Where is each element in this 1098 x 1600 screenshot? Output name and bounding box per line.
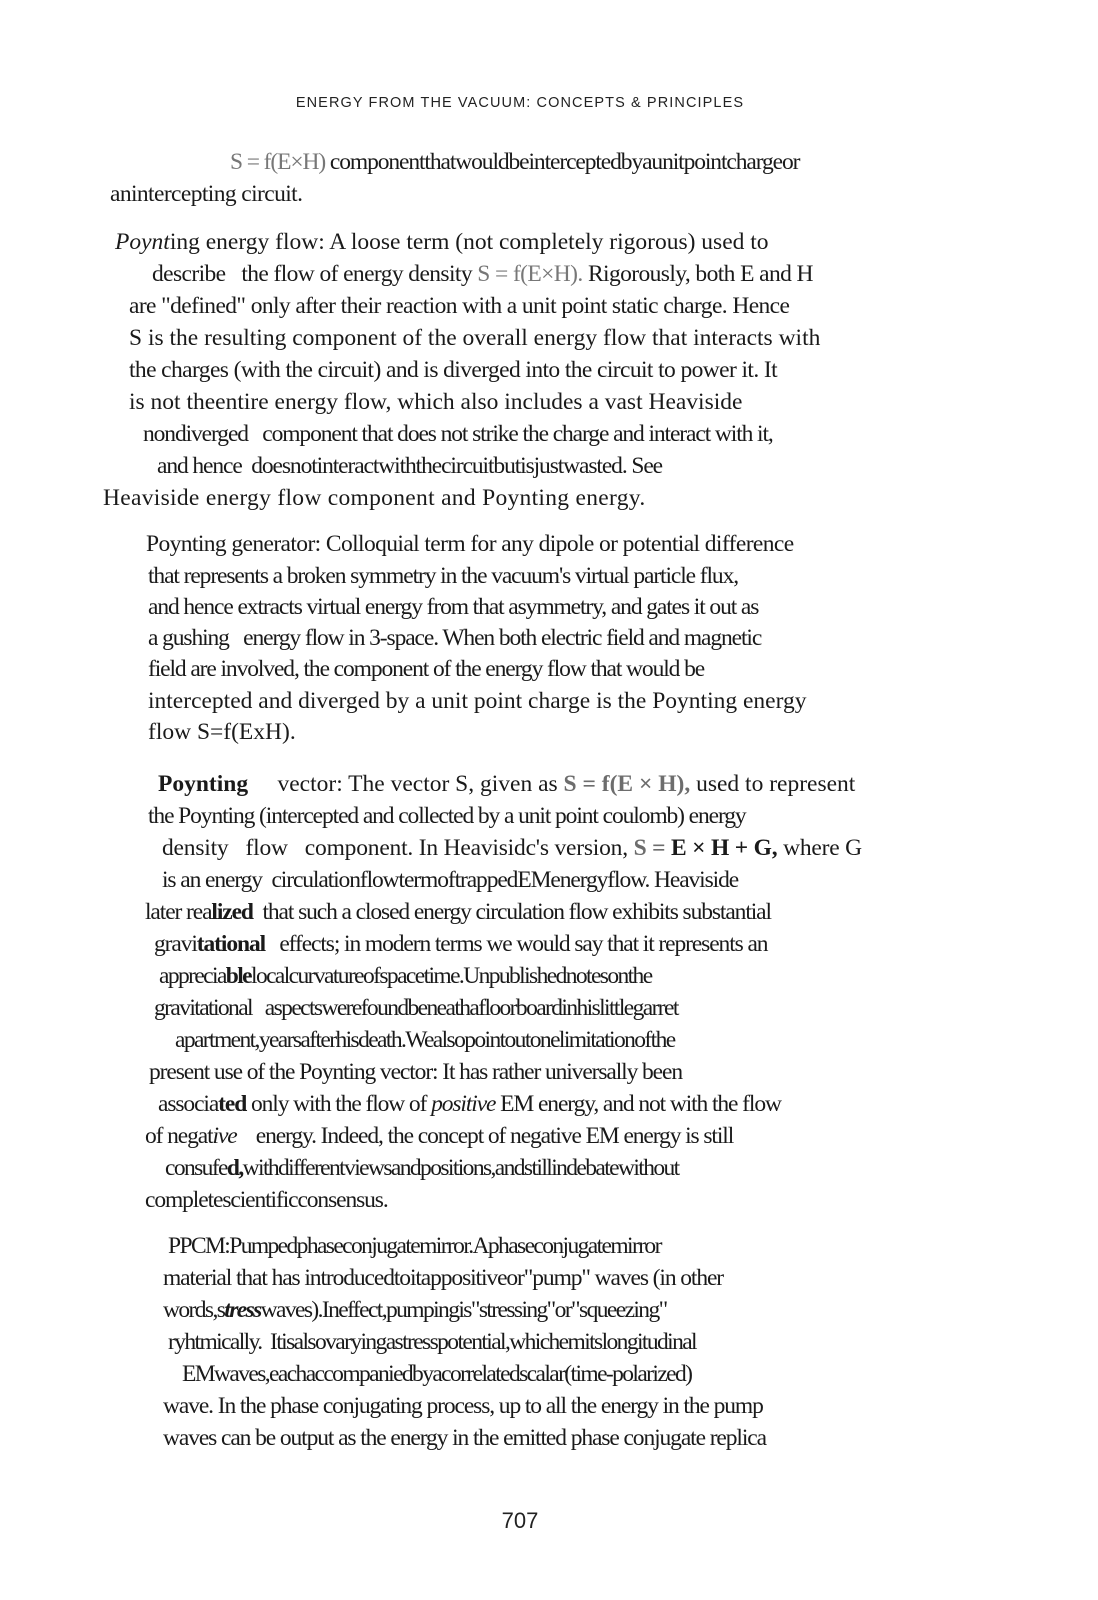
running-header: ENERGY FROM THE VACUUM: CONCEPTS & PRINCIPLES — [295, 95, 745, 111]
pef-line-2: describe the flow of energy density S = f(E×H). Rigorously, both E and H — [152, 261, 813, 287]
ppcm-line-4: ryhtmically. Itisalsovaryingastresspotential,whichemitslongitudinal — [168, 1329, 696, 1355]
pef-line-7: nondiverged component that does not strike the charge and interact with it, — [143, 421, 773, 447]
pg-line-5: field are involved, the component of the energy flow that would be — [148, 656, 705, 682]
pef-line-9: Heaviside energy flow component and Poynting energy. — [103, 485, 646, 511]
pv-line-10: present use of the Poynting vector: It has rather universally been — [149, 1059, 682, 1085]
pef-term: Poynt — [115, 229, 170, 255]
pg-line-2: that represents a broken symmetry in the vacuum's virtual particle flux, — [148, 563, 739, 589]
pv-line-3: density flow component. In Heavisidc's version, S = E × H + G, where G — [162, 835, 862, 861]
top-line-1 — [230, 147, 799, 177]
ppcm-line-6: wave. In the phase conjugating process, up to all the energy in the pump — [163, 1393, 763, 1419]
ppcm-line-1: PPCM:Pumpedphaseconjugatemirror.Aphaseconjugatemirror — [168, 1233, 661, 1259]
ppcm-line-3: words,stresswaves).Ineffect,pumpingis"stressing"or"squeezing" — [163, 1297, 667, 1323]
pv-line-14: completescientificconsensus. — [145, 1187, 388, 1213]
pv-line-8: gravitational aspectswerefoundbeneathafloorboardinhislittlegarret — [154, 995, 678, 1021]
page-number: 707 — [501, 1508, 539, 1533]
pv-line-6: gravitational effects; in modern terms we would say that it represents an — [154, 931, 768, 957]
pef-line-8: and hence doesnotinteractwiththecircuitbutisjustwasted. See — [157, 453, 663, 479]
pv-line-12: of negative energy. Indeed, the concept of negative EM energy is still — [145, 1123, 734, 1149]
pg-line-7: flow S=f(ExH). — [148, 719, 296, 745]
top-line-2: anintercepting circuit. — [110, 181, 303, 207]
pv-line-4: is an energy circulationflowtermoftrappedEMenergyflow. Heaviside — [162, 867, 739, 893]
pg-line-1: Poynting generator: Colloquial term for any dipole or potential difference — [146, 531, 794, 557]
pv-line-9: apartment,yearsafterhisdeath.Wealsopointoutonelimitationofthe — [175, 1027, 675, 1053]
pef-math: S = f(E×H). — [477, 261, 583, 287]
pv-line-11: associated only with the flow of positive EM energy, and not with the flow — [158, 1091, 781, 1117]
pef-line-6: is not theentire energy flow, which also includes a vast Heaviside — [129, 389, 743, 415]
pv-line-5: later realized that such a closed energy circulation flow exhibits substantial — [145, 899, 771, 925]
pv-line-13: consufed,withdifferentviewsandpositions,andstillindebatewithout — [165, 1155, 679, 1181]
pg-line-4: a gushing energy flow in 3-space. When both electric field and magnetic — [148, 625, 762, 651]
pg-line-3: and hence extracts virtual energy from that asymmetry, and gates it out as — [148, 594, 759, 620]
top-line-1-text: componentthatwouldbeinterceptedbyaunitpointchargeor — [325, 149, 800, 175]
pv-math-1: S = f(E × H), — [563, 771, 691, 797]
pef-line-1: Poynting energy flow: A loose term (not completely rigorous) used to — [115, 229, 769, 255]
pv-line-2: the Poynting (intercepted and collected by a unit point coulomb) energy — [148, 803, 746, 829]
pef-line-5: the charges (with the circuit) and is diverged into the circuit to power it. It — [129, 357, 778, 383]
pv-math-2: E × H + G, — [671, 835, 778, 861]
ppcm-line-7: waves can be output as the energy in the emitted phase conjugate replica — [163, 1425, 766, 1451]
pef-line-4: S is the resulting component of the overall energy flow that interacts with — [129, 325, 821, 351]
pv-term: Poynting — [158, 771, 249, 797]
pv-line-7: appreciablelocalcurvatureofspacetime.Unpublishednotesonthe — [159, 963, 652, 989]
ppcm-line-2: material that has introducedtoitappositiveor"pump" waves (in other — [163, 1265, 724, 1291]
top-math: S = f(E×H) — [230, 149, 326, 175]
pef-line-3: are "defined" only after their reaction with a unit point static charge. Hence — [129, 293, 790, 319]
ppcm-line-5: EMwaves,eachaccompaniedbyacorrelatedscalar(time-polarized) — [182, 1361, 692, 1387]
pg-line-6: intercepted and diverged by a unit point charge is the Poynting energy — [148, 688, 807, 714]
pv-line-1: Poynting vector: The vector S, given as S = f(E × H), used to represent — [158, 771, 856, 797]
